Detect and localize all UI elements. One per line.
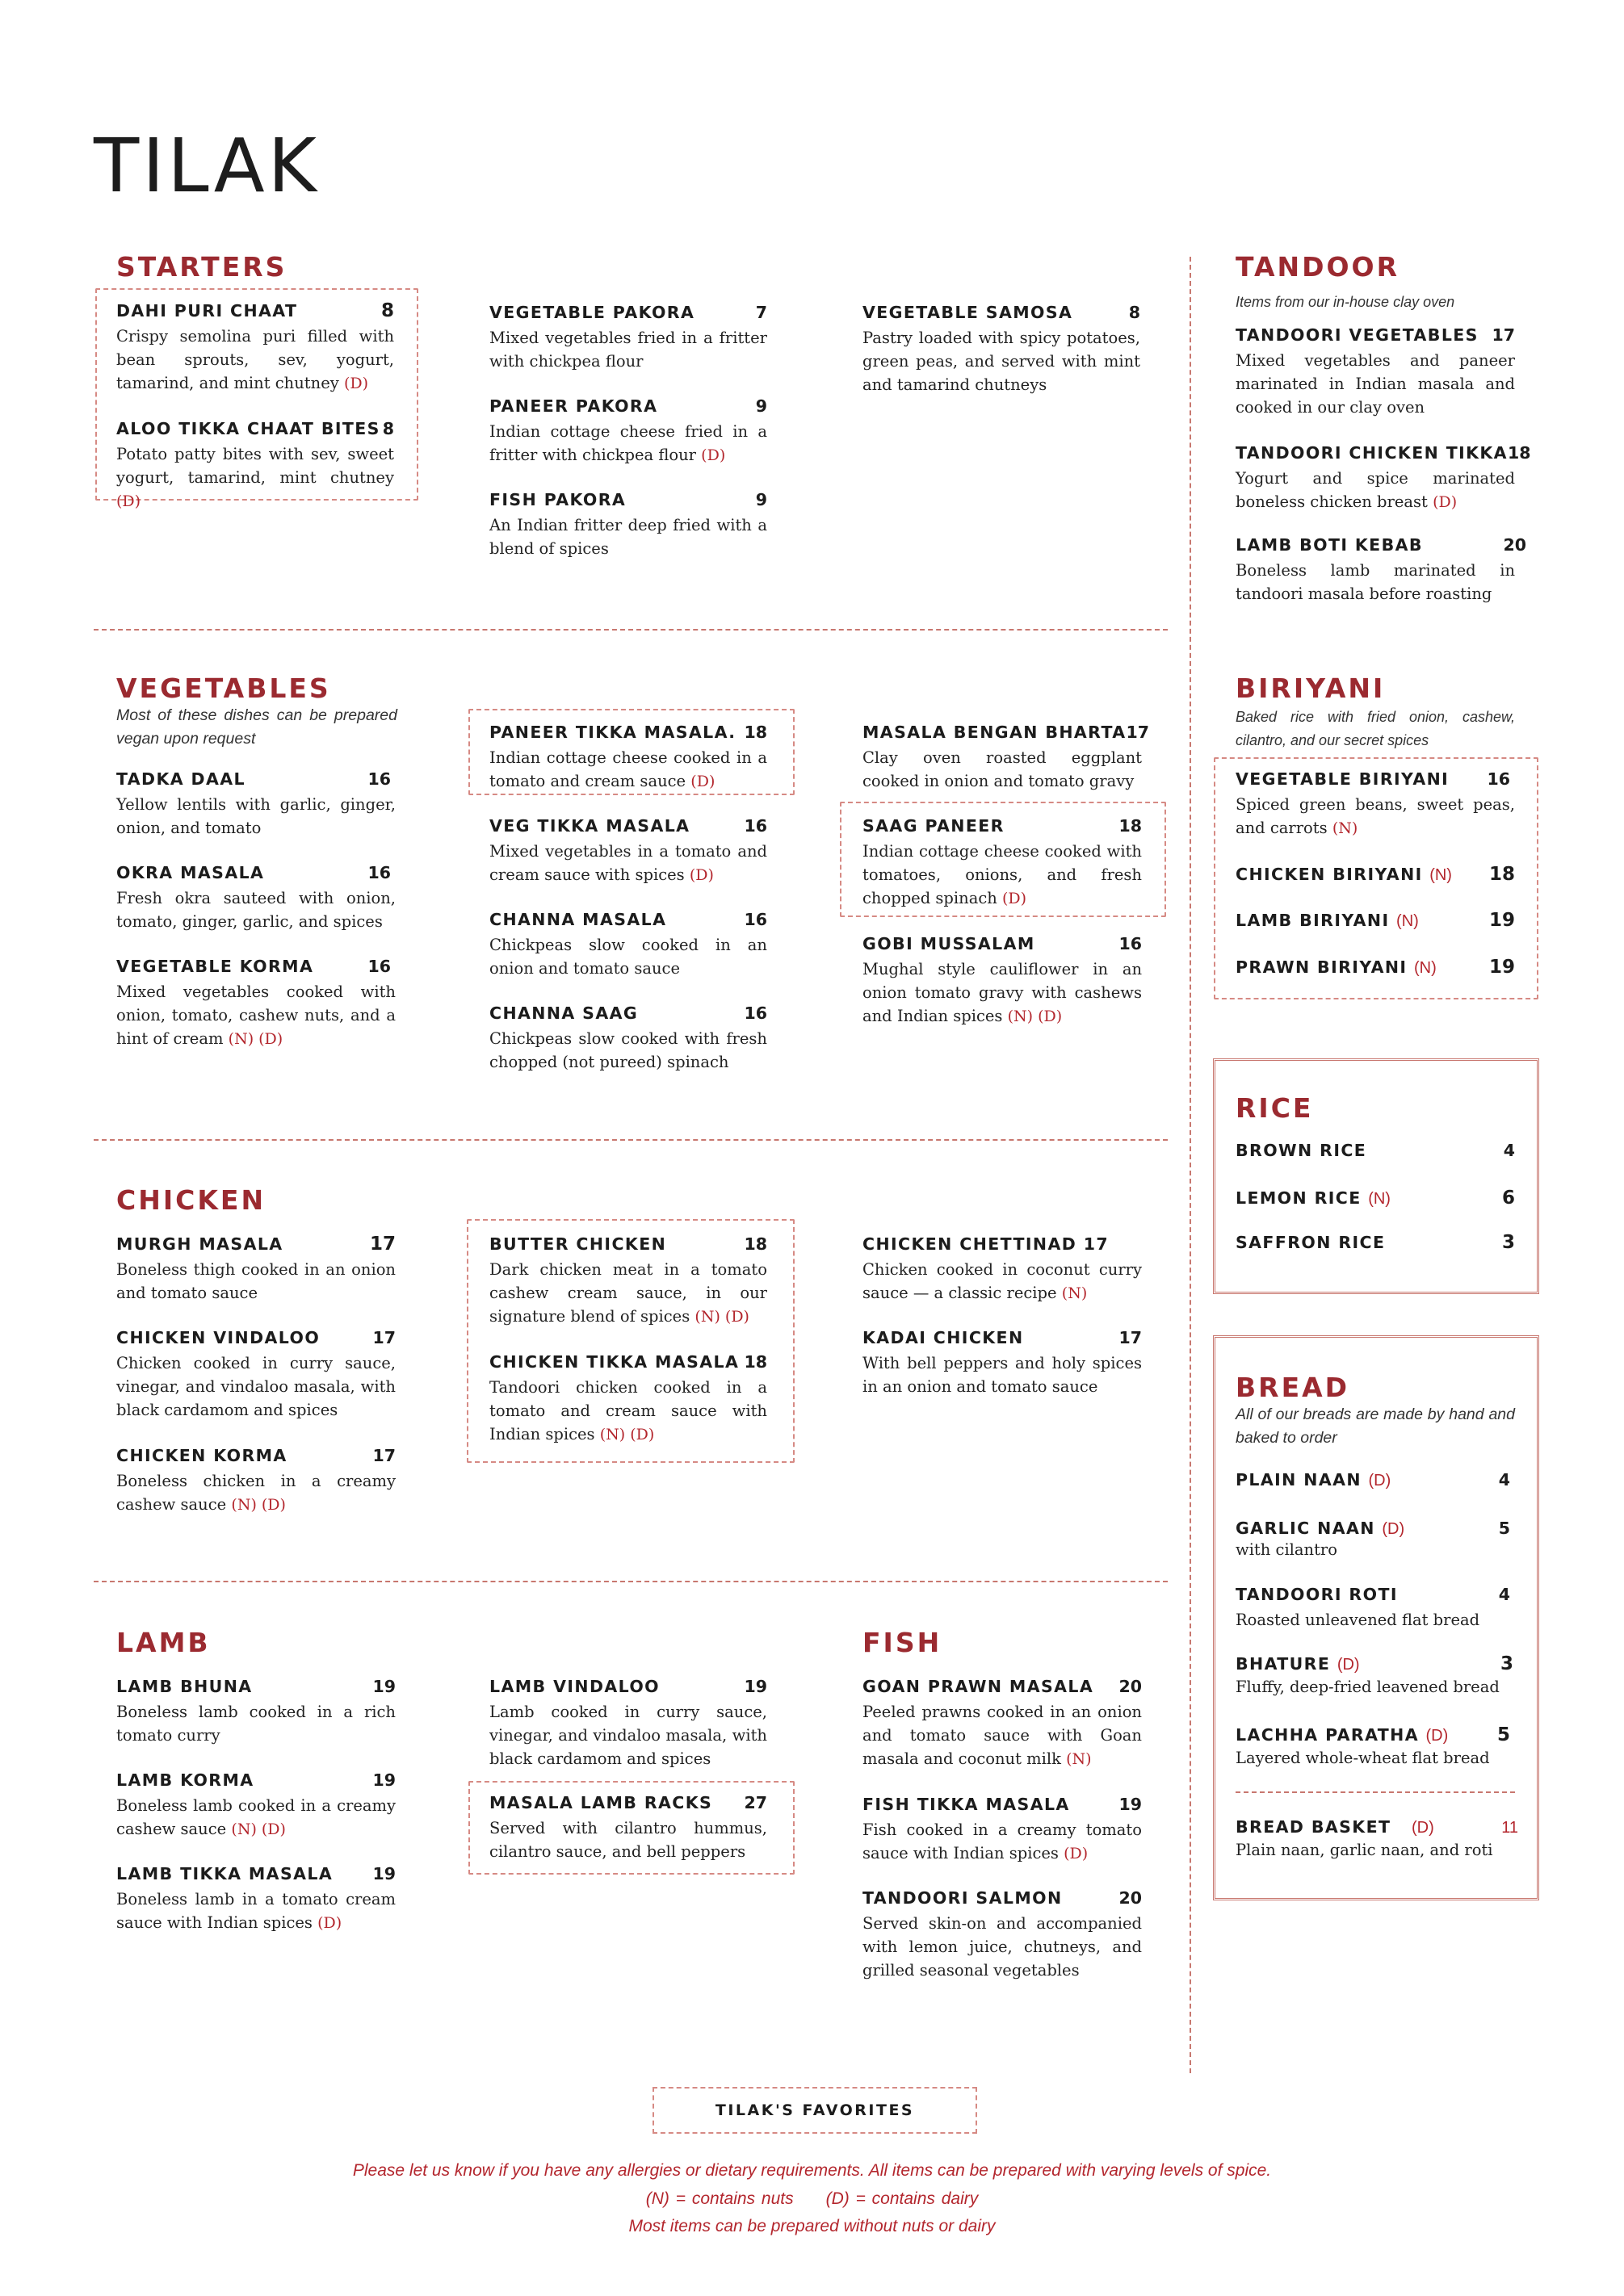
section-note-bread: All of our breads are made by hand and baked to order (1236, 1406, 1515, 1447)
menu-item-vegetable-samosa (862, 302, 1140, 396)
item-name: PANEER PAKORA (489, 396, 658, 416)
divider-starters (94, 629, 1168, 631)
item-price: 3 (1501, 1232, 1515, 1253)
menu-item-channa-masala (489, 909, 767, 980)
menu-item-masala-lamb-racks (489, 1792, 767, 1863)
item-price: 16 (1118, 934, 1142, 953)
item-name: VEGETABLE KORMA (116, 957, 314, 976)
item-name: DAHI PURI CHAAT (116, 301, 298, 321)
section-title-chicken: CHICKEN (116, 1184, 266, 1216)
menu-item-lamb-vindaloo (489, 1676, 767, 1770)
menu-item-tandoori-vegetables (1236, 325, 1515, 419)
item-description: Yellow lentils with garlic, ginger, onion, and tomato (116, 795, 396, 837)
item-name: MASALA BENGAN BHARTA (862, 723, 1127, 742)
menu-item-tandoori-roti (1236, 1584, 1510, 1632)
item-price: 27 (744, 1793, 767, 1812)
item-price: 17 (1492, 325, 1515, 345)
dairy-tag: (D) (690, 773, 715, 790)
dairy-tag: (D) (701, 446, 726, 464)
item-description: Crispy semolina puri filled with bean sprouts, sev, yogurt, tamarind, and mint chutney (116, 327, 394, 392)
item-name: PRAWN BIRIYANI (1236, 957, 1408, 977)
menu-item-lamb-korma (116, 1770, 396, 1841)
dairy-tag: (D) (1412, 1819, 1434, 1837)
item-price: 3 (1500, 1653, 1513, 1674)
item-name: LAMB KORMA (116, 1770, 254, 1790)
item-price: 19 (744, 1677, 767, 1696)
item-name: CHICKEN VINDALOO (116, 1328, 321, 1347)
item-name: VEGETABLE SAMOSA (862, 303, 1073, 322)
menu-item-vegetable-biriyani (1236, 769, 1515, 840)
tag-legend (0, 2189, 1624, 2209)
item-price: 18 (1507, 443, 1531, 463)
item-description: Indian cottage cheese fried in a fritter with chickpea flour (489, 422, 767, 464)
item-price: 17 (372, 1446, 396, 1465)
item-name: FISH PAKORA (489, 490, 627, 509)
item-description: Indian cottage cheese cooked in a tomato and cream sauce (489, 748, 767, 790)
restaurant-logo: TILAK (94, 123, 320, 209)
item-description: Mixed vegetables and paneer marinated in Indian masala and cooked in our clay oven (1236, 351, 1515, 417)
menu-item-bhature (1236, 1653, 1513, 1699)
item-price: 19 (1488, 910, 1515, 931)
menu-item-lamb-bhuna (116, 1676, 396, 1747)
menu-item-kadai-chicken (862, 1327, 1142, 1398)
menu-item-tandoori-chicken-tikka (1236, 442, 1531, 514)
nuts-dairy-tag: (N) (D) (231, 1496, 286, 1514)
item-description: An Indian fritter deep fried with a blend of spices (489, 516, 767, 558)
nuts-tag: (N) (1414, 959, 1437, 977)
item-description: Layered whole-wheat flat bread (1236, 1749, 1490, 1767)
nuts-tag: (N) (1396, 912, 1419, 930)
item-price: 16 (1487, 769, 1510, 789)
item-description: Fluffy, deep-fried leavened bread (1236, 1678, 1500, 1696)
item-name: PLAIN NAAN (1236, 1470, 1362, 1489)
item-price: 16 (744, 910, 767, 929)
menu-item-prawn-biriyani (1236, 957, 1515, 978)
menu-item-tandoori-salmon (862, 1887, 1142, 1982)
item-name: CHANNA MASALA (489, 910, 667, 929)
item-description: Fish cooked in a creamy tomato sauce with Indian spices (862, 1820, 1142, 1862)
item-price: 17 (1126, 723, 1150, 742)
dairy-tag: (D) (317, 1914, 342, 1932)
menu-item-chicken-vindaloo (116, 1327, 396, 1422)
menu-item-tadka-daal (116, 769, 396, 840)
nuts-dairy-tag: (N) (D) (695, 1308, 749, 1326)
nuts-dairy-tag: (N) (D) (599, 1426, 655, 1443)
item-price: 17 (369, 1234, 396, 1255)
item-name: KADAI CHICKEN (862, 1328, 1024, 1347)
item-description: Served skin-on and accompanied with lemon juice, chutneys, and grilled seasonal vegetables (862, 1914, 1142, 1980)
bread-divider (1236, 1791, 1515, 1793)
dairy-tag: (D) (116, 492, 141, 510)
item-description: Indian cottage cheese cooked with tomatoes, onions, and fresh chopped spinach (862, 842, 1142, 907)
item-description: With bell peppers and holy spices in an onion and tomato sauce (862, 1354, 1142, 1396)
menu-item-chicken-tikka-masala (489, 1351, 767, 1447)
item-name: CHICKEN TIKKA MASALA (489, 1352, 740, 1372)
dairy-tag: (D) (1337, 1656, 1360, 1674)
item-price: 17 (372, 1328, 396, 1347)
item-price: 4 (1503, 1141, 1515, 1160)
divider-vegetables (94, 1139, 1168, 1141)
section-title-fish: FISH (862, 1627, 942, 1658)
menu-item-veg-tikka-masala (489, 815, 767, 887)
menu-item-paneer-pakora (489, 396, 767, 467)
nuts-tag: (N) (1061, 1284, 1088, 1302)
item-name: LEMON RICE (1236, 1188, 1362, 1208)
menu-item-lamb-tikka-masala (116, 1863, 396, 1935)
menu-item-vegetable-korma (116, 956, 396, 1051)
item-name: MASALA LAMB RACKS (489, 1793, 713, 1812)
item-description: Mixed vegetables cooked with onion, tomato, cashew nuts, and a hint of cream (116, 983, 396, 1048)
menu-item-chicken-biriyani (1236, 864, 1515, 886)
nuts-legend: (N) = contains nuts (645, 2189, 794, 2208)
item-description: Mixed vegetables in a tomato and cream sauce with spices (489, 842, 767, 884)
menu-item-lachha-paratha (1236, 1724, 1510, 1770)
item-price: 16 (367, 769, 391, 789)
item-price: 20 (1118, 1888, 1142, 1908)
item-price: 19 (372, 1864, 396, 1883)
favorites-legend: TILAK'S FAVORITES (653, 2087, 977, 2134)
dietary-note: Most items can be prepared without nuts or dairy (628, 2217, 996, 2235)
column-divider (1190, 257, 1191, 2073)
item-price: 18 (744, 1352, 767, 1372)
item-price: 5 (1496, 1724, 1510, 1745)
item-price: 18 (744, 1234, 767, 1254)
menu-item-channa-saag (489, 1003, 767, 1074)
item-price: 18 (1118, 816, 1142, 836)
item-price: 8 (1128, 303, 1140, 322)
item-description: Yogurt and spice marinated boneless chicken breast (1236, 469, 1515, 511)
item-description: Plain naan, garlic naan, and roti (1236, 1841, 1493, 1859)
item-description: Potato patty bites with sev, sweet yogurt, tamarind, mint chutney (116, 445, 394, 487)
dairy-tag: (D) (1064, 1845, 1089, 1862)
dairy-tag: (D) (689, 866, 714, 884)
item-description: Chicken cooked in curry sauce, vinegar, and vindaloo masala, with black cardamom and spices (116, 1354, 396, 1419)
section-note-tandoor: Items from our in-house clay oven (1236, 294, 1455, 310)
item-name: CHICKEN BIRIYANI (1236, 865, 1423, 884)
item-name: TADKA DAAL (116, 769, 245, 789)
item-price: 8 (382, 419, 394, 438)
item-description: Tandoori chicken cooked in a tomato and cream sauce with Indian spices (489, 1378, 767, 1443)
menu-item-bread-basket (1236, 1816, 1518, 1862)
section-title-tandoor: TANDOOR (1236, 251, 1400, 283)
menu-item-butter-chicken (489, 1234, 767, 1329)
item-description: Boneless lamb marinated in tandoori masala before roasting (1236, 561, 1515, 603)
item-name: GOBI MUSSALAM (862, 934, 1035, 953)
menu-item-lemon-rice (1236, 1188, 1515, 1209)
dairy-tag: (D) (1382, 1520, 1405, 1538)
menu-item-fish-tikka-masala (862, 1794, 1142, 1866)
dairy-tag: (D) (1002, 890, 1027, 907)
item-description: Mixed vegetables fried in a fritter with chickpea flour (489, 329, 767, 371)
menu-item-plain-naan (1236, 1469, 1510, 1491)
menu-item-dahi-puri-chaat (116, 300, 394, 396)
item-price: 16 (367, 957, 391, 976)
item-price: 8 (380, 300, 394, 321)
item-description: with cilantro (1236, 1540, 1337, 1559)
item-description: Chickpeas slow cooked in an onion and tomato sauce (489, 936, 767, 978)
dairy-tag: (D) (1368, 1472, 1391, 1489)
dairy-legend: (D) = contains dairy (825, 2189, 979, 2208)
item-description: Fresh okra sauteed with onion, tomato, ginger, garlic, and spices (116, 889, 396, 931)
section-title-rice: RICE (1236, 1092, 1314, 1124)
section-title-vegetables: VEGETABLES (116, 672, 331, 704)
item-name: CHICKEN KORMA (116, 1446, 287, 1465)
item-price: 4 (1498, 1585, 1510, 1604)
item-name: LAMB BHUNA (116, 1677, 253, 1696)
section-title-starters: STARTERS (116, 251, 287, 283)
item-price: 18 (1488, 864, 1515, 885)
item-price: 19 (372, 1677, 396, 1696)
menu-item-saffron-rice (1236, 1232, 1515, 1253)
menu-item-garlic-naan (1236, 1518, 1510, 1561)
menu-item-chicken-chettinad (862, 1234, 1142, 1305)
item-price: 19 (1118, 1795, 1142, 1814)
section-title-biriyani: BIRIYANI (1236, 672, 1386, 704)
item-name: LAMB TIKKA MASALA (116, 1864, 334, 1883)
item-name: TANDOORI CHICKEN TIKKA (1236, 443, 1508, 463)
item-name: BHATURE (1236, 1654, 1331, 1674)
item-name: TANDOORI SALMON (862, 1888, 1063, 1908)
item-name: TANDOORI ROTI (1236, 1585, 1398, 1604)
item-description: Chicken cooked in coconut curry sauce — a classic recipe (862, 1260, 1142, 1302)
nuts-dairy-tag: (N) (D) (1007, 1008, 1063, 1025)
item-description: Chickpeas slow cooked with fresh chopped (not pureed) spinach (489, 1029, 767, 1071)
item-name: BREAD BASKET (1236, 1817, 1391, 1837)
item-name: BROWN RICE (1236, 1141, 1367, 1160)
nuts-tag: (N) (1066, 1750, 1092, 1768)
item-name: MURGH MASALA (116, 1234, 283, 1254)
section-note-vegetables: Most of these dishes can be prepared vegan upon request (116, 706, 397, 748)
item-name: SAAG PANEER (862, 816, 1005, 836)
item-price: 20 (1118, 1677, 1142, 1696)
item-name: VEGETABLE PAKORA (489, 303, 695, 322)
menu-item-vegetable-pakora (489, 302, 767, 373)
item-name: TANDOORI VEGETABLES (1236, 325, 1479, 345)
item-name: SAFFRON RICE (1236, 1233, 1386, 1252)
dairy-tag: (D) (1433, 493, 1458, 511)
item-name: GARLIC NAAN (1236, 1519, 1375, 1538)
item-description: Lamb cooked in curry sauce, vinegar, and vindaloo masala, with black cardamom and spices (489, 1703, 767, 1768)
menu-item-brown-rice (1236, 1140, 1515, 1161)
nuts-dairy-tag: (N) (D) (231, 1820, 286, 1838)
item-price: 17 (1118, 1328, 1142, 1347)
item-description: Boneless lamb in a tomato cream sauce with Indian spices (116, 1890, 396, 1932)
item-name: GOAN PRAWN MASALA (862, 1677, 1094, 1696)
menu-item-fish-pakora (489, 489, 767, 560)
nuts-tag: (N) (1429, 866, 1452, 884)
menu-item-lamb-biriyani (1236, 910, 1515, 932)
dairy-tag: (D) (343, 375, 369, 392)
item-description: Mughal style cauliflower in an onion tomato gravy with cashews and Indian spices (862, 960, 1142, 1025)
item-price: 16 (744, 1003, 767, 1023)
menu-item-okra-masala (116, 862, 396, 933)
item-name: VEG TIKKA MASALA (489, 816, 690, 836)
section-title-lamb: LAMB (116, 1627, 211, 1658)
item-description: Boneless lamb cooked in a creamy cashew sauce (116, 1796, 396, 1838)
item-price: 11 (1501, 1819, 1518, 1837)
item-name: CHICKEN CHETTINAD 17 (862, 1234, 1110, 1254)
menu-item-murgh-masala (116, 1234, 396, 1305)
menu-item-chicken-korma (116, 1445, 396, 1517)
item-price: 19 (1488, 957, 1515, 978)
item-price: 19 (372, 1770, 396, 1790)
menu-item-goan-prawn-masala (862, 1676, 1142, 1771)
menu-item-paneer-tikka-masala (489, 722, 767, 794)
item-description: Spiced green beans, sweet peas, and carrots (1236, 795, 1515, 837)
item-name: LAMB VINDALOO (489, 1677, 661, 1696)
menu-item-lamb-boti-kebab (1236, 534, 1526, 605)
item-name: VEGETABLE BIRIYANI (1236, 769, 1450, 789)
item-name: OKRA MASALA (116, 863, 265, 882)
item-name: LACHHA PARATHA (1236, 1725, 1419, 1745)
item-price: 16 (744, 816, 767, 836)
item-description: Dark chicken meat in a tomato cashew cream sauce, in our signature blend of spices (489, 1260, 767, 1326)
item-description: Boneless lamb cooked in a rich tomato curry (116, 1703, 396, 1745)
item-name: LAMB BOTI KEBAB (1236, 535, 1423, 555)
item-price: 18 (744, 723, 767, 742)
item-price: 9 (755, 490, 767, 509)
item-price: 20 (1503, 535, 1526, 555)
item-price: 4 (1498, 1470, 1510, 1489)
item-description: Boneless chicken in a creamy cashew sauce (116, 1472, 396, 1514)
item-price: 7 (755, 303, 767, 322)
section-title-bread: BREAD (1236, 1372, 1350, 1403)
item-description: Roasted unleavened flat bread (1236, 1611, 1480, 1629)
item-description: Pastry loaded with spicy potatoes, green peas, and served with mint and tamarind chutneys (862, 329, 1140, 394)
item-description: Served with cilantro hummus, cilantro sauce, and bell peppers (489, 1819, 767, 1861)
menu-item-aloo-tikka-chaat-bites (116, 418, 394, 513)
allergy-note: Please let us know if you have any allergies or dietary requirements. All items can be prepared with varying levels of spice. (352, 2161, 1272, 2180)
item-name: LAMB BIRIYANI (1236, 911, 1390, 930)
item-description: Peeled prawns cooked in an onion and tomato sauce with Goan masala and coconut milk (862, 1703, 1142, 1768)
item-price: 5 (1498, 1519, 1510, 1538)
item-name: FISH TIKKA MASALA (862, 1795, 1070, 1814)
section-note-biriyani: Baked rice with fried onion, cashew, cilantro, and our secret spices (1236, 709, 1515, 748)
menu-item-gobi-mussalam (862, 933, 1142, 1029)
item-price: 6 (1501, 1188, 1515, 1209)
nuts-tag: (N) (1368, 1190, 1391, 1208)
item-price: 16 (367, 863, 391, 882)
nuts-dairy-tag: (N) (D) (228, 1030, 283, 1048)
menu-item-saag-paneer (862, 815, 1142, 911)
nuts-tag: (N) (1332, 819, 1358, 837)
item-name: BUTTER CHICKEN (489, 1234, 667, 1254)
menu-item-masala-bengan-bharta (862, 722, 1150, 793)
divider-chicken (94, 1581, 1168, 1582)
item-name: ALOO TIKKA CHAAT BITES (116, 419, 380, 438)
dairy-tag: (D) (1425, 1727, 1449, 1745)
item-description: Boneless thigh cooked in an onion and tomato sauce (116, 1260, 396, 1302)
item-price: 9 (755, 396, 767, 416)
item-description: Clay oven roasted eggplant cooked in onion and tomato gravy (862, 748, 1142, 790)
item-name: CHANNA SAAG (489, 1003, 639, 1023)
item-name: PANEER TIKKA MASALA. (489, 723, 736, 742)
